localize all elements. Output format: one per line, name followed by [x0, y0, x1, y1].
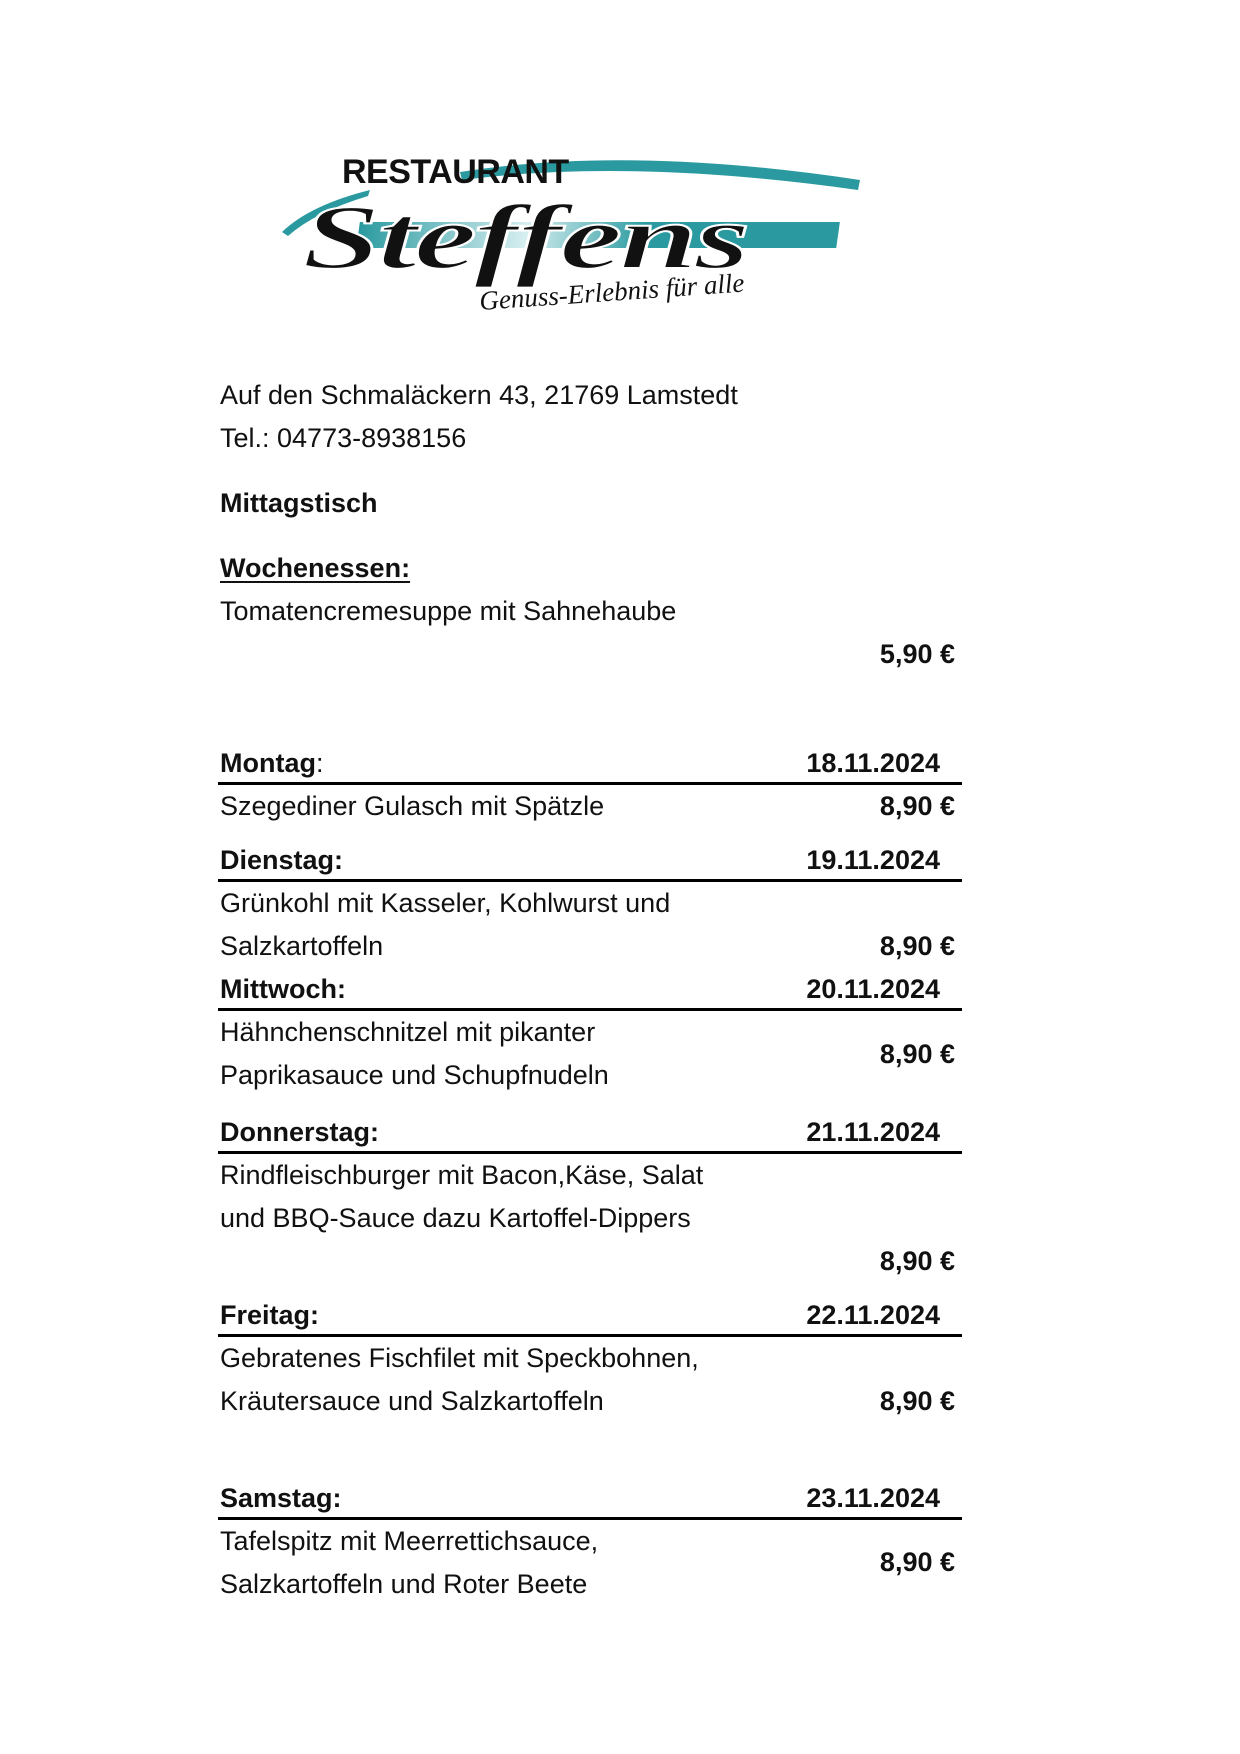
day-label-monday — [220, 746, 324, 780]
dish-line: Rindfleischburger mit Bacon,Käse, Salat — [220, 1160, 704, 1190]
phone-number[interactable]: Tel.: 04773-8938156 — [220, 423, 467, 453]
divider — [218, 1151, 962, 1154]
dish-line: Tafelspitz mit Meerrettichsauce, — [220, 1526, 599, 1556]
dish-line: Kräutersauce und Salzkartoffeln — [220, 1386, 604, 1416]
restaurant-logo — [280, 150, 880, 365]
day-date: 20.11.2024 — [806, 974, 940, 1004]
dish-price: 8,90 € — [879, 931, 955, 961]
dish-price: 8,90 € — [879, 1547, 955, 1577]
day-label-tuesday: Dienstag: — [220, 845, 344, 875]
weekly-dish: Tomatencremesuppe mit Sahnehaube — [220, 596, 677, 626]
day-label-saturday: Samstag: — [220, 1483, 342, 1513]
divider — [218, 1008, 962, 1011]
day-date: 18.11.2024 — [806, 748, 940, 778]
day-name: Montag — [220, 748, 316, 778]
dish-line: Grünkohl mit Kasseler, Kohlwurst und — [220, 888, 671, 918]
logo-graphic — [280, 150, 880, 365]
logo-top-word: RESTAURANT — [342, 153, 569, 191]
logo-slogan: Genuss-Erlebnis für alle — [478, 267, 746, 316]
dish-line: Salzkartoffeln und Roter Beete — [220, 1569, 588, 1599]
day-date: 22.11.2024 — [806, 1300, 940, 1330]
day-label-wednesday: Mittwoch: — [220, 974, 346, 1004]
divider — [218, 1517, 962, 1520]
dish-price: 8,90 € — [879, 791, 955, 821]
day-date: 21.11.2024 — [806, 1117, 940, 1147]
dish-price: 8,90 € — [879, 1386, 955, 1416]
logo-brand: Steffens — [302, 186, 747, 288]
dish-line: Salzkartoffeln — [220, 931, 384, 961]
dish-line: und BBQ-Sauce dazu Kartoffel-Dippers — [220, 1203, 691, 1233]
day-label-friday: Freitag: — [220, 1300, 320, 1330]
section-title: Mittagstisch — [220, 488, 378, 518]
weekly-heading: Wochenessen: — [220, 553, 411, 583]
dish-line: Hähnchenschnitzel mit pikanter — [220, 1017, 596, 1047]
weekly-price: 5,90 € — [879, 639, 955, 669]
day-colon: : — [315, 748, 324, 778]
divider — [218, 879, 962, 882]
day-date: 23.11.2024 — [806, 1483, 940, 1513]
divider — [218, 1334, 962, 1337]
dish-price: 8,90 € — [879, 1246, 955, 1276]
day-date: 19.11.2024 — [806, 845, 940, 875]
dish-line: Szegediner Gulasch mit Spätzle — [220, 791, 605, 821]
dish-line: Paprikasauce und Schupfnudeln — [220, 1060, 609, 1090]
day-label-thursday: Donnerstag: — [220, 1117, 380, 1147]
dish-price: 8,90 € — [879, 1039, 955, 1069]
address: Auf den Schmaläckern 43, 21769 Lamstedt — [220, 380, 738, 410]
dish-line: Gebratenes Fischfilet mit Speckbohnen, — [220, 1343, 699, 1373]
divider — [218, 782, 962, 785]
